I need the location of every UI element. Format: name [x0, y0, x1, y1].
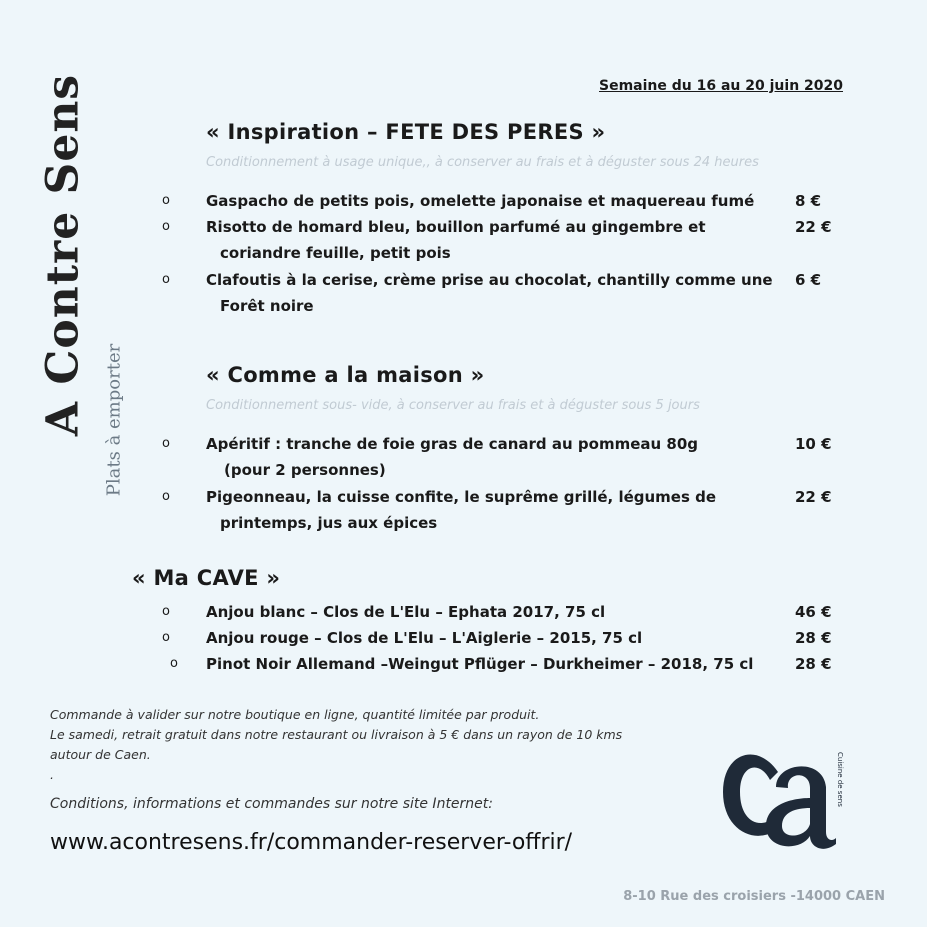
- section-title-cave: « Ma CAVE »: [132, 566, 281, 590]
- item-price: 46 €: [795, 603, 832, 621]
- bullet: o: [170, 656, 178, 671]
- brand-logo: [718, 732, 858, 857]
- item-price: 8 €: [795, 192, 822, 210]
- bullet: o: [162, 630, 170, 645]
- item-price: 22 €: [795, 218, 832, 236]
- item-name-continued: Forêt noire: [220, 297, 314, 315]
- section-title-inspiration: « Inspiration – FETE DES PERES »: [206, 120, 606, 144]
- footer-dot: .: [50, 767, 54, 782]
- item-name-continued: printemps, jus aux épices: [220, 514, 438, 532]
- item-name: Anjou rouge – Clos de L'Elu – L'Aiglerie – 2015, 75 cl: [206, 629, 643, 647]
- item-name: Pinot Noir Allemand –Weingut Pflüger – Durkheimer – 2018, 75 cl: [206, 655, 754, 673]
- brand-name-vertical: [32, 73, 94, 437]
- section-subtitle-inspiration: Conditionnement à usage unique,, à conserver au frais et à déguster sous 24 heures: [206, 155, 759, 170]
- footer-delivery-note: Le samedi, retrait gratuit dans notre restaurant ou livraison à 5 € dans un rayon de 10 kms: [50, 727, 623, 742]
- logo-tagline: Cuisine de sens: [836, 752, 844, 807]
- item-price: 28 €: [795, 655, 832, 673]
- item-price: 10 €: [795, 435, 832, 453]
- item-name: Risotto de homard bleu, bouillon parfumé au gingembre et: [206, 218, 706, 236]
- item-name: Anjou blanc – Clos de L'Elu – Ephata 2017, 75 cl: [206, 603, 606, 621]
- footer-delivery-note-continued: autour de Caen.: [50, 747, 151, 762]
- item-name-continued: (pour 2 personnes): [224, 461, 386, 479]
- item-name: Pigeonneau, la cuisse confite, le suprême grillé, légumes de: [206, 488, 717, 506]
- brand-tagline-vertical: [100, 340, 128, 500]
- footer-conditions: Conditions, informations et commandes sur notre site Internet:: [50, 796, 493, 812]
- item-price: 22 €: [795, 488, 832, 506]
- bullet: o: [162, 604, 170, 619]
- item-name: Gaspacho de petits pois, omelette japonaise et maquereau fumé: [206, 192, 755, 210]
- section-subtitle-maison: Conditionnement sous- vide, à conserver au frais et à déguster sous 5 jours: [206, 398, 700, 413]
- brand-name: A Contre Sens: [37, 73, 89, 437]
- bullet: o: [162, 489, 170, 504]
- bullet: o: [162, 193, 170, 208]
- item-price: 6 €: [795, 271, 822, 289]
- item-name: Clafoutis à la cerise, crème prise au chocolat, chantilly comme une: [206, 271, 773, 289]
- footer-order-note: Commande à valider sur notre boutique en ligne, quantité limitée par produit.: [50, 707, 540, 722]
- item-name: Apéritif : tranche de foie gras de canard au pommeau 80g: [206, 435, 699, 453]
- bullet: o: [162, 272, 170, 287]
- week-label: Semaine du 16 au 20 juin 2020: [599, 78, 843, 94]
- item-name-continued: coriandre feuille, petit pois: [220, 244, 451, 262]
- bullet: o: [162, 219, 170, 234]
- address: 8-10 Rue des croisiers -14000 CAEN: [623, 889, 885, 904]
- section-title-maison: « Comme a la maison »: [206, 363, 485, 387]
- item-price: 28 €: [795, 629, 832, 647]
- bullet: o: [162, 436, 170, 451]
- brand-tagline: Plats à emporter: [103, 343, 125, 497]
- website-link[interactable]: www.acontresens.fr/commander-reserver-offrir/: [50, 830, 573, 855]
